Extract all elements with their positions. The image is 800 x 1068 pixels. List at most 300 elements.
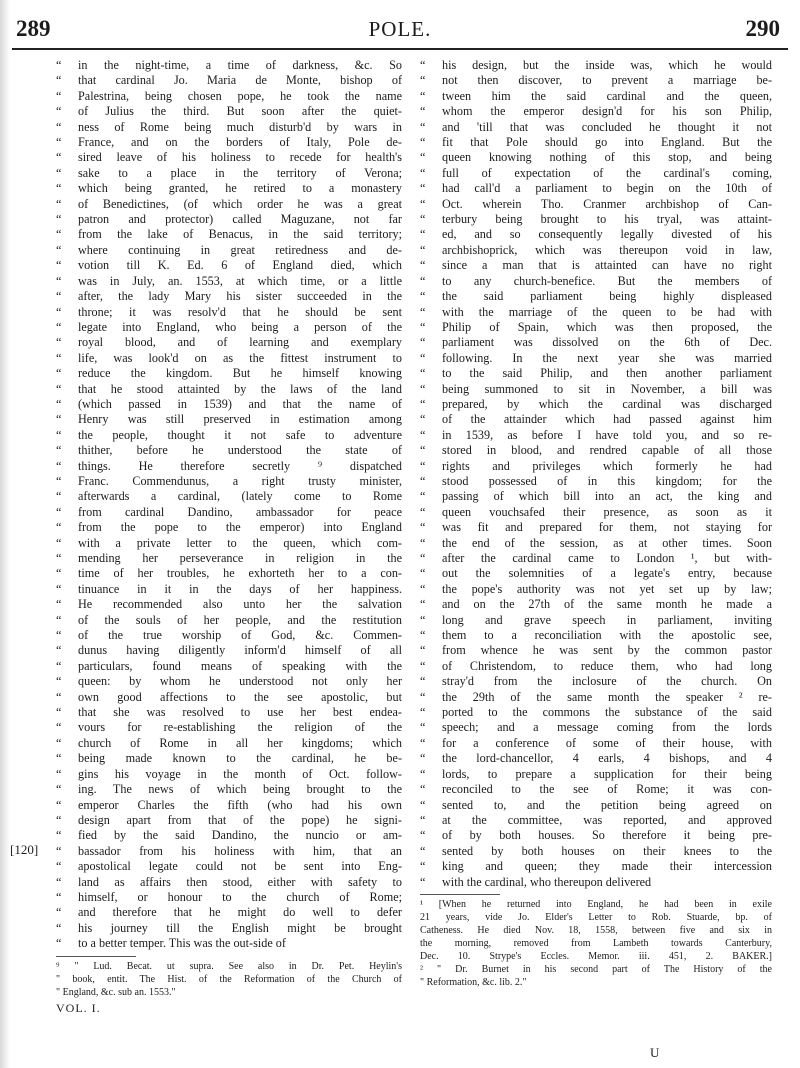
line-text: bassador from his holiness with him, that an <box>78 843 402 858</box>
line-text: after, the lady Mary his sister succeeded in the <box>78 289 402 304</box>
line-text: the said parliament being highly displeased <box>442 289 772 304</box>
quote-mark: “ <box>56 227 62 242</box>
text-line <box>420 489 772 504</box>
line-text: his design, but the inside was, which he would <box>442 58 772 72</box>
text-line <box>420 212 772 227</box>
quote-mark: “ <box>420 396 426 411</box>
text-line <box>56 674 402 689</box>
text-line <box>420 89 772 104</box>
line-text: mending her perseverance in religion in the <box>78 551 402 565</box>
line-text: being made known to the cardinal, he be- <box>78 751 402 766</box>
line-text: being summoned to sit in November, a bill was <box>442 381 772 396</box>
quote-mark: “ <box>56 581 62 596</box>
quote-mark: “ <box>56 427 62 442</box>
line-text: queen knowing nothing of this stop, and being <box>442 150 772 165</box>
text-line <box>420 520 772 535</box>
text-line <box>420 227 772 242</box>
signature-mark: U <box>650 1045 660 1060</box>
text-line <box>56 782 402 797</box>
quote-mark: “ <box>420 135 426 150</box>
line-text: own good affections to the see apostolic, but <box>78 689 402 704</box>
running-header <box>12 14 788 44</box>
quote-mark: “ <box>420 104 426 119</box>
line-text: speech; and a message coming from the lords <box>442 720 772 735</box>
header-rule <box>12 48 788 50</box>
line-text: stored in blood, and rendred capable of all those <box>442 443 772 458</box>
text-line <box>420 459 772 474</box>
line-text: from whence he was sent by the common pastor <box>442 643 772 658</box>
quote-mark: “ <box>56 242 62 257</box>
line-text: ed, and so consequently legally divested of his <box>442 227 772 242</box>
quote-mark: “ <box>56 381 62 396</box>
text-line <box>420 305 772 320</box>
quote-mark: “ <box>420 874 426 889</box>
quote-mark: “ <box>56 181 62 196</box>
text-line <box>56 813 402 828</box>
line-text: gins his voyage in the month of Oct. follow- <box>78 766 402 781</box>
text-line <box>56 844 402 859</box>
text-line <box>56 705 402 720</box>
line-text: to the said Philip, and then another parliament <box>442 366 772 381</box>
text-line <box>56 859 402 874</box>
text-line <box>420 335 772 350</box>
quote-mark: “ <box>56 196 62 211</box>
line-text: fied by the said Dandino, the nuncio or am- <box>78 828 402 843</box>
quote-mark: “ <box>420 335 426 350</box>
text-line <box>56 181 402 196</box>
right-footnote-rule <box>420 894 500 895</box>
text-line <box>56 536 402 551</box>
quote-mark: “ <box>420 735 426 750</box>
text-line <box>56 320 402 335</box>
margin-reference: [120] <box>10 842 39 857</box>
line-text: full of expectation of the cardinal's coming, <box>442 165 772 180</box>
line-text: tween him the said cardinal and the queen, <box>442 88 772 103</box>
quote-mark: “ <box>420 88 426 103</box>
text-line <box>56 551 402 566</box>
text-line <box>420 674 772 689</box>
text-line <box>56 258 402 273</box>
line-text: and therefore that he might do well to defer <box>78 905 402 920</box>
right-column <box>420 58 772 989</box>
line-text: and on the 27th of the same month he made a <box>442 597 772 612</box>
line-text: reconciled to the see of Rome; it was con- <box>442 782 772 797</box>
line-text: had call'd a parliament to begin on the 10th of <box>442 181 772 196</box>
quote-mark: “ <box>56 874 62 889</box>
text-line <box>420 382 772 397</box>
line-text: out the solemnities of a legate's entry, because <box>442 566 772 581</box>
line-text: emperor Charles the fifth (who had his own <box>78 797 402 812</box>
line-text: fit that Pole should go into England. But the <box>442 135 772 150</box>
text-line <box>56 58 402 73</box>
line-text: from the lake of Benacus, in the said territory; <box>78 227 402 242</box>
line-text: apostolical legate could not be sent into Eng- <box>78 859 402 874</box>
quote-mark: “ <box>56 119 62 134</box>
text-line <box>420 58 772 73</box>
text-line <box>56 597 402 612</box>
line-text: sented by both houses on their knees to the <box>442 843 772 858</box>
line-text: sired leave of his holiness to recede for health's <box>78 150 402 165</box>
quote-mark: “ <box>56 566 62 581</box>
text-line <box>420 582 772 597</box>
text-line <box>420 289 772 304</box>
line-text: land as affairs then stood, either with safety to <box>78 874 402 889</box>
quote-mark: “ <box>420 196 426 211</box>
line-text: where continuing in great retiredness and de- <box>78 242 402 257</box>
text-line <box>420 258 772 273</box>
text-line <box>56 289 402 304</box>
quote-mark: “ <box>420 427 426 442</box>
quote-mark: “ <box>420 504 426 519</box>
text-line <box>420 412 772 427</box>
line-text: of Benedictines, (of which order he was a great <box>78 196 402 211</box>
text-line <box>56 120 402 135</box>
text-line <box>56 104 402 119</box>
line-text: from cardinal Dandino, ambassador for peace <box>78 504 402 519</box>
footnote-line: 21 years, vide Jo. Elder's Letter to Rob. Stuarde, bp. of <box>420 911 772 923</box>
quote-mark: “ <box>56 412 62 427</box>
line-text: to a better temper. This was the out-side of <box>78 936 286 951</box>
quote-mark: “ <box>56 936 62 951</box>
line-text: of the true worship of God, &c. Commen- <box>78 628 402 643</box>
text-line <box>420 243 772 258</box>
text-line <box>420 813 772 828</box>
quote-mark: “ <box>420 489 426 504</box>
line-text: not then discover, to prevent a marriage be- <box>442 73 772 88</box>
text-line <box>56 227 402 242</box>
quote-mark: “ <box>56 812 62 827</box>
text-line <box>56 520 402 535</box>
text-line <box>56 767 402 782</box>
text-line <box>420 782 772 797</box>
quote-mark: “ <box>56 782 62 797</box>
line-text: church of Rome in all her kingdoms; which <box>78 735 402 750</box>
text-line <box>420 443 772 458</box>
quote-mark: “ <box>56 797 62 812</box>
text-line <box>56 582 402 597</box>
line-text: rights and privileges which formerly he had <box>442 458 772 473</box>
text-line <box>56 474 402 489</box>
quote-mark: “ <box>56 489 62 504</box>
text-line <box>56 150 402 165</box>
quote-mark: “ <box>420 843 426 858</box>
text-line <box>420 875 772 890</box>
text-line <box>56 613 402 628</box>
line-text: patron and protector) called Maguzane, not far <box>78 212 402 227</box>
quote-mark: “ <box>56 766 62 781</box>
quote-mark: “ <box>56 135 62 150</box>
line-text: (which passed in 1539) and that the name of <box>78 396 402 411</box>
quote-mark: “ <box>420 597 426 612</box>
text-line <box>420 659 772 674</box>
line-text: Henry was still preserved in estimation among <box>78 412 402 427</box>
line-text: terbury being brought to his tryal, was attaint- <box>442 212 772 227</box>
text-line <box>420 428 772 443</box>
footnote-line: the morning, removed from Lambeth towards Canterbury, <box>420 937 772 949</box>
line-text: Philip of Spain, which was then proposed, the <box>442 319 772 334</box>
line-text: of the souls of her people, and the restitution <box>78 612 402 627</box>
quote-mark: “ <box>56 535 62 550</box>
line-text: stray'd from the inclosure of the church. On <box>442 674 772 689</box>
text-line <box>56 274 402 289</box>
quote-mark: “ <box>420 566 426 581</box>
text-line <box>56 566 402 581</box>
quote-mark: “ <box>56 674 62 689</box>
volume-mark: VOL. I. <box>56 1000 101 1015</box>
line-text: with a private letter to the queen, which com- <box>78 535 402 550</box>
quote-mark: “ <box>56 828 62 843</box>
text-line <box>420 597 772 612</box>
quote-mark: “ <box>420 859 426 874</box>
text-line <box>56 905 402 920</box>
footnote-line: ⁹ " Lud. Becat. ut supra. See also in Dr. Pet. Heylin's <box>56 960 402 972</box>
text-line <box>56 505 402 520</box>
quote-mark: “ <box>56 150 62 165</box>
left-page-number: 289 <box>16 16 51 41</box>
left-footnote-rule <box>56 956 136 957</box>
text-line <box>420 351 772 366</box>
quote-mark: “ <box>56 258 62 273</box>
line-text: legate into England, who being a person of the <box>78 319 402 334</box>
quote-mark: “ <box>420 473 426 488</box>
quote-mark: “ <box>420 381 426 396</box>
text-line <box>56 659 402 674</box>
running-title: POLE. <box>368 17 432 41</box>
text-line <box>420 720 772 735</box>
text-line <box>56 197 402 212</box>
footnote-line: ¹ [When he returned into England, he had been in exile <box>420 898 772 910</box>
quote-mark: “ <box>420 412 426 427</box>
line-text: tinuance in it in the days of her happiness. <box>78 581 402 596</box>
quote-mark: “ <box>420 720 426 735</box>
text-line <box>420 320 772 335</box>
line-text: that she was resolved to use her best endea- <box>78 705 402 720</box>
quote-mark: “ <box>56 58 62 72</box>
line-text: of Christendom, to reduce them, who had long <box>442 658 772 673</box>
line-text: ported to the commons the substance of the said <box>442 705 772 720</box>
text-line <box>420 844 772 859</box>
quote-mark: “ <box>56 88 62 103</box>
text-line <box>420 767 772 782</box>
quote-mark: “ <box>56 689 62 704</box>
line-text: time of her troubles, he exhorteth her to a con- <box>78 566 402 581</box>
text-line <box>56 936 402 951</box>
quote-mark: “ <box>420 181 426 196</box>
quote-mark: “ <box>56 612 62 627</box>
line-text: the end of the session, as at other times. Soon <box>442 535 772 550</box>
text-line <box>56 459 402 474</box>
text-line <box>420 643 772 658</box>
text-line <box>56 720 402 735</box>
line-text: of Julius the third. But soon after the quiet- <box>78 104 402 119</box>
quote-mark: “ <box>56 319 62 334</box>
line-text: He recommended also unto her the salvation <box>78 597 402 612</box>
text-line <box>56 366 402 381</box>
quote-mark: “ <box>420 751 426 766</box>
quote-mark: “ <box>420 150 426 165</box>
line-text: sake to a place in the territory of Verona; <box>78 165 402 180</box>
text-line <box>56 243 402 258</box>
line-text: parliament was dissolved on the 6th of Dec. <box>442 335 772 350</box>
text-line <box>56 798 402 813</box>
quote-mark: “ <box>56 658 62 673</box>
line-text: things. He therefore secretly ⁹ dispatched <box>78 458 402 473</box>
line-text: the pope's authority was not yet set up by law; <box>442 581 772 596</box>
line-text: with the marriage of the queen to be had with <box>442 304 772 319</box>
quote-mark: “ <box>56 458 62 473</box>
line-text: at the committee, was reported, and approved <box>442 812 772 827</box>
quote-mark: “ <box>56 212 62 227</box>
quote-mark: “ <box>56 473 62 488</box>
quote-mark: “ <box>56 735 62 750</box>
quote-mark: “ <box>420 520 426 535</box>
quote-mark: “ <box>56 504 62 519</box>
quote-mark: “ <box>420 458 426 473</box>
quote-mark: “ <box>56 350 62 365</box>
quote-mark: “ <box>420 319 426 334</box>
text-line <box>420 551 772 566</box>
line-text: royal blood, and of learning and exemplary <box>78 335 402 350</box>
quote-mark: “ <box>56 520 62 535</box>
quote-mark: “ <box>56 843 62 858</box>
line-text: ing. The news of which being brought to the <box>78 782 402 797</box>
quote-mark: “ <box>56 289 62 304</box>
line-text: vours for re-establishing the religion of the <box>78 720 402 735</box>
line-text: afterwards a cardinal, (lately come to Rome <box>78 489 402 504</box>
quote-mark: “ <box>420 766 426 781</box>
line-text: was in July, an. 1553, at which time, or a little <box>78 273 402 288</box>
quote-mark: “ <box>56 889 62 904</box>
quote-mark: “ <box>420 165 426 180</box>
text-line <box>420 859 772 874</box>
text-line <box>56 875 402 890</box>
text-line <box>420 736 772 751</box>
page-edge-shadow <box>0 0 10 1068</box>
text-line <box>420 628 772 643</box>
line-text: after the cardinal came to London ¹, but with- <box>442 551 772 565</box>
left-column <box>56 58 402 1016</box>
quote-mark: “ <box>420 273 426 288</box>
text-line <box>56 736 402 751</box>
quote-mark: “ <box>420 628 426 643</box>
quote-mark: “ <box>420 227 426 242</box>
text-line <box>420 397 772 412</box>
quote-mark: “ <box>56 720 62 735</box>
text-line <box>56 305 402 320</box>
text-line <box>56 135 402 150</box>
text-line <box>56 428 402 443</box>
text-line <box>56 921 402 936</box>
quote-mark: “ <box>420 73 426 88</box>
text-line <box>56 751 402 766</box>
line-text: in 1539, as before I have told you, and so re- <box>442 427 772 442</box>
footnote-line: " England, &c. sub an. 1553." <box>56 986 176 998</box>
line-text: the lord-chancellor, 4 earls, 4 bishops, and 4 <box>442 751 772 766</box>
line-text: them to a reconciliation with the apostolic see, <box>442 628 772 643</box>
text-line <box>420 505 772 520</box>
text-line <box>56 690 402 705</box>
footnote-line: " book, entit. The Hist. of the Reformation of the Church of <box>56 973 402 985</box>
line-text: which being granted, he retired to a monastery <box>78 181 402 196</box>
line-text: Oct. wherein Tho. Cranmer archbishop of Can- <box>442 196 772 211</box>
text-line <box>56 443 402 458</box>
text-line <box>420 566 772 581</box>
quote-mark: “ <box>420 366 426 381</box>
line-text: in the night-time, a time of darkness, &c. So <box>78 58 402 72</box>
text-line <box>420 474 772 489</box>
line-text: that cardinal Jo. Maria de Monte, bishop of <box>78 73 402 88</box>
quote-mark: “ <box>420 304 426 319</box>
text-line <box>56 212 402 227</box>
line-text: particulars, found means of speaking with the <box>78 658 402 673</box>
line-text: from the pope to the emperor) into England <box>78 520 402 535</box>
line-text: and 'till that was concluded he thought it not <box>442 119 772 134</box>
line-text: life, was look'd on as the fittest instrument to <box>78 350 402 365</box>
quote-mark: “ <box>420 551 426 565</box>
line-text: of by both houses. So therefore it being pre- <box>442 828 772 843</box>
text-line <box>420 197 772 212</box>
right-column-text <box>420 58 772 890</box>
quote-mark: “ <box>420 258 426 273</box>
line-text: following. In the next year she was married <box>442 350 772 365</box>
quote-mark: “ <box>56 643 62 658</box>
footnote-line: ² " Dr. Burnet in his second part of The History of the <box>420 963 772 975</box>
text-line <box>420 135 772 150</box>
line-text: the 29th of the same month the speaker ² re- <box>442 689 772 704</box>
quote-mark: “ <box>56 705 62 720</box>
line-text: to any church-benefice. But the members of <box>442 273 772 288</box>
quote-mark: “ <box>56 73 62 88</box>
text-line <box>56 890 402 905</box>
quote-mark: “ <box>420 705 426 720</box>
right-page-number: 290 <box>745 16 780 41</box>
quote-mark: “ <box>420 212 426 227</box>
text-line <box>56 628 402 643</box>
text-line <box>420 366 772 381</box>
text-line <box>420 828 772 843</box>
quote-mark: “ <box>56 165 62 180</box>
quote-mark: “ <box>420 242 426 257</box>
text-line <box>56 643 402 658</box>
quote-mark: “ <box>56 104 62 119</box>
quote-mark: “ <box>420 289 426 304</box>
text-line <box>420 705 772 720</box>
quote-mark: “ <box>56 304 62 319</box>
text-line <box>420 166 772 181</box>
line-text: queen: by whom he understood not only her <box>78 674 402 689</box>
quote-mark: “ <box>56 273 62 288</box>
line-text: Palestrina, being chosen pope, he took the name <box>78 88 402 103</box>
text-line <box>56 89 402 104</box>
text-line <box>56 489 402 504</box>
line-text: ness of Rome being much disturb'd by wars in <box>78 119 402 134</box>
text-line <box>420 690 772 705</box>
quote-mark: “ <box>420 658 426 673</box>
left-footnotes <box>56 960 402 999</box>
quote-mark: “ <box>56 597 62 612</box>
text-line <box>56 382 402 397</box>
line-text: since a man that is attainted can have no right <box>442 258 772 273</box>
line-text: archbishoprick, which was thereupon void in law, <box>442 242 772 257</box>
left-column-text <box>56 58 402 952</box>
text-line <box>56 335 402 350</box>
line-text: king and queen; they made their intercession <box>442 859 772 874</box>
line-text: design apart from that of the pope) he signi- <box>78 812 402 827</box>
text-line <box>420 104 772 119</box>
quote-mark: “ <box>56 628 62 643</box>
quote-mark: “ <box>56 366 62 381</box>
line-text: his journey till the English might be brought <box>78 920 402 935</box>
